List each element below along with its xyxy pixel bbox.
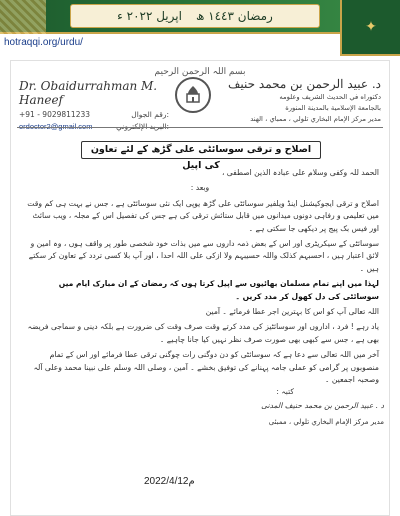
phone-number: +91 - 9029811233	[19, 110, 91, 119]
paragraph-5: یاد رہے ! فرد ، اداروں اور سوسائٹیز کی مدد کرتے وقت صرف وقت کی ضرورت ہے بلکہ دینی و سماجی فریضہ بھی ہے ، جس سے کبھی بھی صورت صرف نظر نہیں کیا جانا چاہیے ۔	[27, 322, 379, 344]
logo-glyph: ✦	[365, 19, 377, 35]
letter-date: 2022/4/12م	[144, 476, 195, 487]
date-pill	[70, 4, 320, 28]
wabad: وبعد :	[190, 183, 210, 193]
paragraph-1: اصلاح و ترقی ایجوکیشنل اینڈ ویلفیر سوسائٹی علی گڑھ یوپی ایک نئی سوسائٹی ہے ، جس نے بہت ہی کم وقت میں تعلیمی و رفاہی دونوں میدانوں میں قابل ستائش ترقی کی ہے جس کی تفصیل اس کے مجلہ ، ویب سائٹ اور فیس بک پیج پر دیکھی جا سکتی ہے ۔	[27, 198, 379, 233]
author-name-en: Dr. Obaidurrahman M. Haneef	[19, 79, 158, 107]
credential-1: دكتوراه في الحديث الشريف وعلومه	[279, 93, 381, 101]
signature-block	[261, 387, 384, 428]
credential-3: مدير مركز الإمام البخاري تلولي ، ممباي ، الهند	[250, 115, 381, 123]
signature-name: د . عبید الرحمن بن محمد حنیف المدنی	[261, 401, 384, 410]
banner-ornament	[0, 0, 46, 34]
appeal-text: لہذا میں اپنے تمام مسلمان بھائیوں سے اپیل کرتا ہوں کہ رمضان کے ان مبارک ایام میں سوسائٹی کی دل کھول کر مدد کریں ۔	[58, 279, 379, 301]
bismillah: بسم اللہ الرحمن الرحیم	[154, 67, 246, 77]
mosque-seal-icon	[175, 77, 211, 113]
letterhead-divider	[17, 127, 383, 128]
paragraph-4: اللہ تعالی آپ کو اس کا بہترین اجر عطا فرمائے ۔ آمین	[205, 307, 379, 317]
letter-subject: اصلاح و ترقی سوسائٹی علی گڑھ کے لئے تعاون کی اپیل	[81, 141, 321, 159]
author-name-ar: د. عبید الرحمن بن محمد حنیف	[228, 77, 381, 91]
letter-body	[21, 167, 379, 390]
paragraph-3	[21, 278, 379, 303]
letterhead-left	[19, 79, 169, 131]
salutation: الحمد للہ وکفی وسلام علی عبادہ الذین اصطفی ،	[221, 168, 379, 177]
letter-paper	[10, 60, 390, 516]
site-url[interactable]: hotraqqi.org/urdu/	[4, 37, 83, 48]
paragraph-6: آخر میں اللہ تعالی سے دعا ہے کہ سوسائٹی کو دن دوگنی رات چوگنی ترقی عطا فرمائے اور اس کے تمام منصوبوں پر گرامی کو عملی جامہ پہنانے کی توفیق بخشے ۔ آمین ، وصلی اللہ وسلم علی نبینا محمد وعلی آلہ وصحبہ اجمعین ۔	[33, 350, 379, 385]
phone-line	[19, 110, 169, 119]
site-logo[interactable]	[340, 0, 400, 56]
hijri-date: رمضان ١٤٤٣ ھ	[195, 9, 273, 23]
paragraph-2: سوسائٹی کے سیکریٹری اور اس کے بعض ذمہ داروں سے میں بذات خود شخصی طور پر واقف ہوں ، وہ امین و لائق اعتبار ہیں ، احسبہم کذلک واللہ حسیبہم ولا ازکی علی اللہ احدا ، اور آپ بلا کسی تردد کے تعاون کر سکتے ہیں ۔	[28, 239, 379, 273]
letterhead-right	[209, 77, 381, 124]
signature-label: کتبہ :	[276, 387, 294, 396]
gregorian-date: اپریل ٢٠٢٢ ء	[117, 9, 182, 23]
phone-label: رقم الجوال:	[131, 110, 169, 119]
signature-title: مدیر مرکز الإمام البخاري تلولي ، ممبئی	[268, 418, 384, 426]
credential-2: بالجامعة الإسلامية بالمدينة المنورة	[285, 104, 381, 112]
top-banner	[0, 0, 400, 34]
